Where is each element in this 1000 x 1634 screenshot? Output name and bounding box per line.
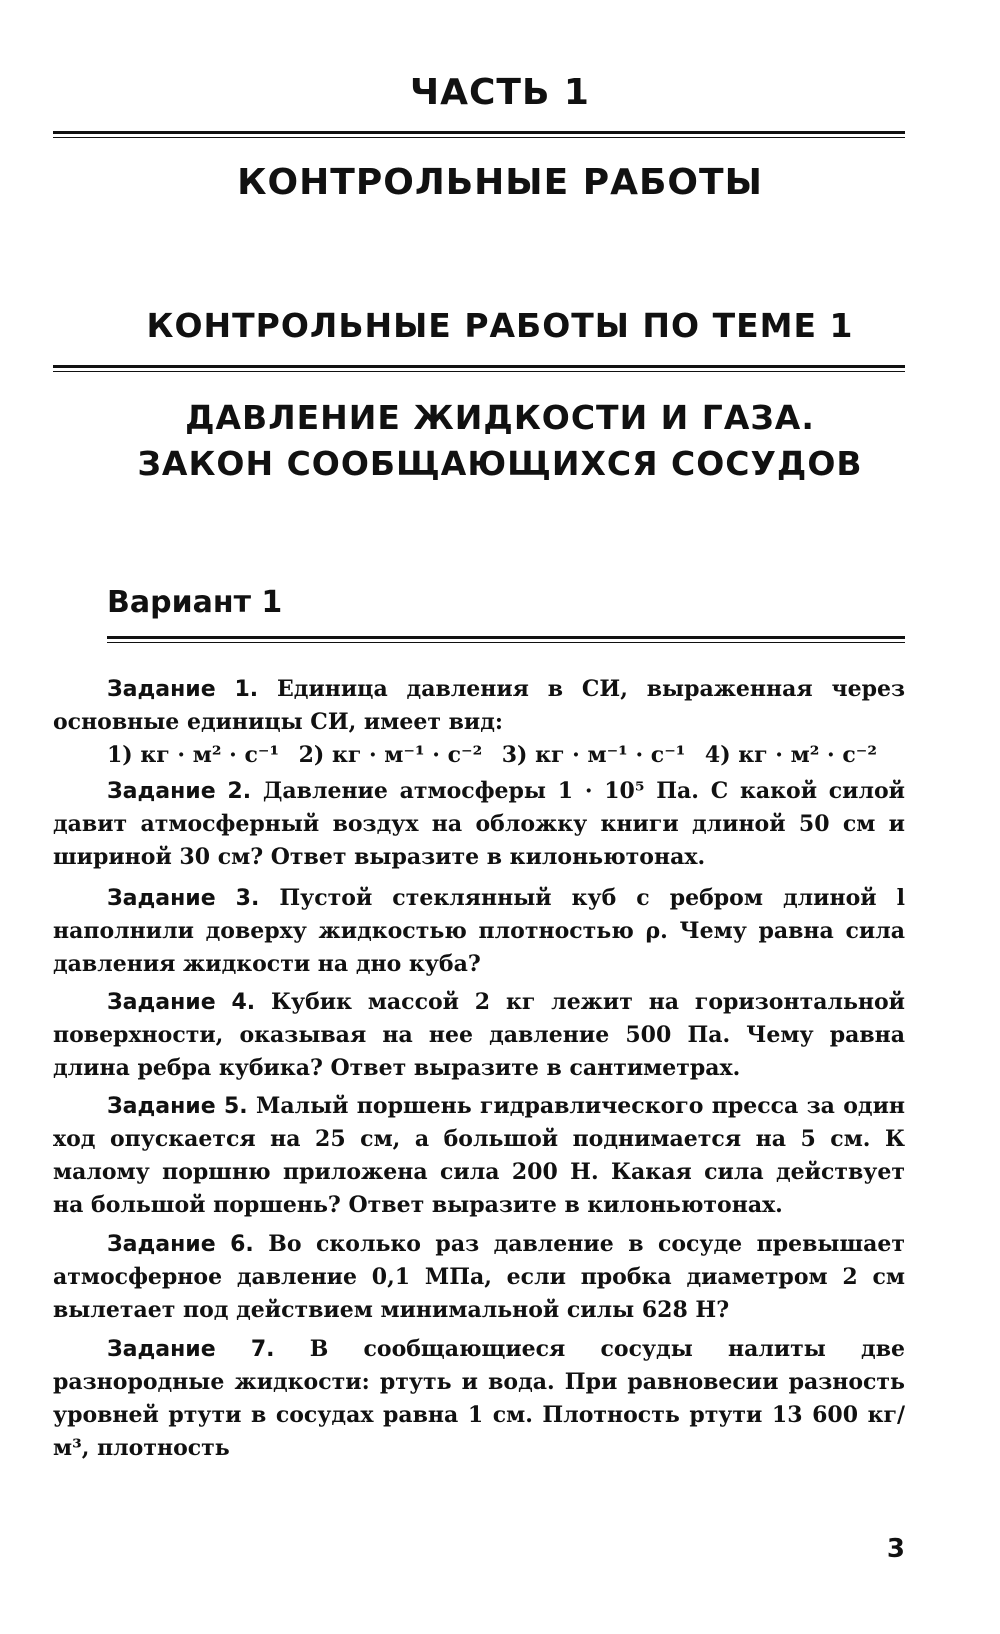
task-label: Задание 7. <box>107 1337 275 1362</box>
task-text: Единица давления в СИ, выраженная через основные единицы СИ, имеет вид: <box>53 676 905 735</box>
task-label: Задание 3. <box>107 886 260 911</box>
task-text: Пустой стеклянный куб с ребром длиной l наполнили доверху жидкостью плотностью ρ. Чему равна сила давления жидкости на дно куба? <box>53 885 905 977</box>
task-text: В сообщающиеся сосуды налиты две разнородные жидкости: ртуть и вода. При равновесии разность уровней ртути в сосудах равна 1 см. Плотность ртути 13 600 кг/м³, плотность <box>53 1336 905 1461</box>
option-4: 4) кг · м² · с⁻² <box>704 742 877 768</box>
task-label: Задание 5. <box>107 1094 248 1119</box>
task-text: Кубик массой 2 кг лежит на горизонтальной поверхности, оказывая на нее давление 500 Па. Чему равна длина ребра кубика? Ответ выразите в сантиметрах. <box>53 989 905 1081</box>
task-6 <box>53 1228 905 1327</box>
option-1: 1) кг · м² · с⁻¹ <box>107 742 280 768</box>
task-label: Задание 2. <box>107 779 252 804</box>
page-number: 3 <box>886 1534 905 1564</box>
answer-options <box>53 739 905 772</box>
task-1 <box>53 673 905 772</box>
task-text: Во сколько раз давление в сосуде превышает атмосферное давление 0,1 МПа, если пробка диаметром 2 см вылетает под действием минимальной силы 628 Н? <box>53 1231 905 1323</box>
task-label: Задание 1. <box>107 677 259 702</box>
task-label: Задание 6. <box>107 1232 254 1257</box>
task-7 <box>53 1333 905 1465</box>
task-3 <box>53 882 905 981</box>
task-text: Малый поршень гидравлического пресса за один ход опускается на 25 см, а большой поднимается на 5 см. К малому поршню приложена сила 200 Н. Какая сила действует на большой поршень? Ответ выразите в килоньютонах. <box>53 1093 905 1218</box>
task-5 <box>53 1090 905 1222</box>
topic-title: КОНТРОЛЬНЫЕ РАБОТЫ ПО ТЕМЕ 1 <box>146 306 854 345</box>
option-3: 3) кг · м⁻¹ · с⁻¹ <box>501 742 686 768</box>
divider <box>53 365 905 371</box>
divider <box>107 636 905 642</box>
task-label: Задание 4. <box>107 990 256 1015</box>
task-2 <box>53 775 905 874</box>
variant-title: Вариант 1 <box>107 585 283 620</box>
divider <box>53 131 905 137</box>
option-2: 2) кг · м⁻¹ · с⁻² <box>298 742 483 768</box>
subtopic-line-1: ДАВЛЕНИЕ ЖИДКОСТИ И ГАЗА. <box>185 398 815 437</box>
section-title: КОНТРОЛЬНЫЕ РАБОТЫ <box>237 162 763 203</box>
part-title: ЧАСТЬ 1 <box>410 72 590 113</box>
task-text: Давление атмосферы 1 · 10⁵ Па. С какой силой давит атмосферный воздух на обложку книги длиной 50 см и шириной 30 см? Ответ выразите в килоньютонах. <box>53 778 906 870</box>
task-4 <box>53 986 905 1085</box>
subtopic-line-2: ЗАКОН СООБЩАЮЩИХСЯ СОСУДОВ <box>137 444 863 483</box>
